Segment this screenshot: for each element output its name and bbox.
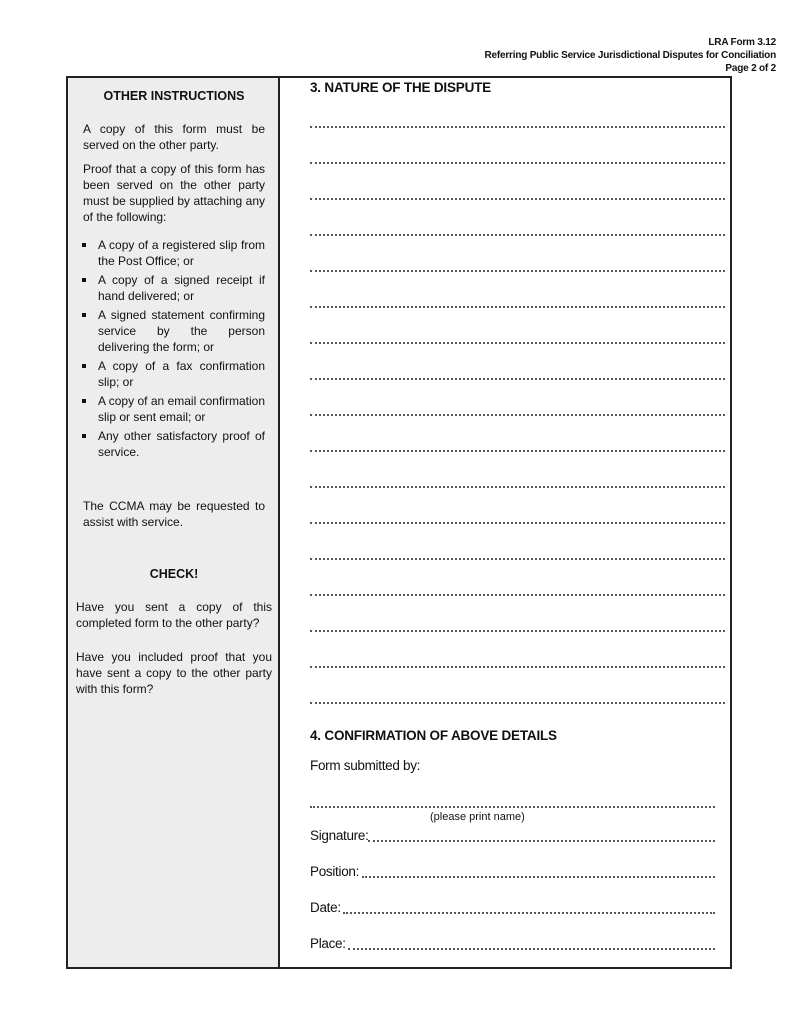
- submitted-by-field[interactable]: [310, 798, 715, 808]
- dispute-line[interactable]: [310, 514, 725, 524]
- check-question-2: Have you included proof that you have sent a copy to the other party with this form?: [76, 650, 272, 696]
- dispute-line[interactable]: [310, 406, 725, 416]
- dispute-line[interactable]: [310, 154, 725, 164]
- form-number: LRA Form 3.12: [708, 37, 776, 48]
- position-field[interactable]: [362, 868, 715, 878]
- bullet-icon: [82, 399, 86, 403]
- dispute-line[interactable]: [310, 550, 725, 560]
- page-number: Page 2 of 2: [725, 63, 776, 74]
- signature-label: Signature:: [310, 828, 369, 843]
- bullet-icon: [82, 313, 86, 317]
- list-item: Any other satisfactory proof of service.: [80, 428, 265, 460]
- place-field[interactable]: [348, 940, 715, 950]
- dispute-line[interactable]: [310, 334, 725, 344]
- bullet-icon: [82, 243, 86, 247]
- dispute-line[interactable]: [310, 658, 725, 668]
- instructions-para-3: The CCMA may be requested to assist with service.: [83, 499, 265, 529]
- dispute-line[interactable]: [310, 262, 725, 272]
- instructions-para-2: Proof that a copy of this form has been served on the other party must be supplied by attaching any of the following:: [83, 162, 265, 224]
- position-label: Position:: [310, 864, 360, 879]
- list-item: A copy of a signed receipt if hand delivered; or: [80, 272, 265, 304]
- instructions-panel: [68, 78, 280, 967]
- dispute-line[interactable]: [310, 478, 725, 488]
- form-frame: [66, 76, 732, 969]
- check-question-1: Have you sent a copy of this completed form to the other party?: [76, 600, 272, 630]
- instructions-heading: OTHER INSTRUCTIONS: [103, 89, 245, 103]
- place-label: Place:: [310, 936, 346, 951]
- form-title: Referring Public Service Jurisdictional Disputes for Conciliation: [484, 50, 776, 61]
- dispute-line[interactable]: [310, 118, 725, 128]
- list-item: A copy of a registered slip from the Post Office; or: [80, 237, 265, 269]
- dispute-line[interactable]: [310, 694, 725, 704]
- dispute-line[interactable]: [310, 298, 725, 308]
- list-item: A copy of an email confirmation slip or sent email; or: [80, 393, 265, 425]
- section-4-title: 4. CONFIRMATION OF ABOVE DETAILS: [310, 728, 557, 743]
- print-name-note: (please print name): [430, 811, 525, 823]
- instructions-para-1: A copy of this form must be served on the other party.: [83, 122, 265, 152]
- dispute-line[interactable]: [310, 586, 725, 596]
- dispute-line[interactable]: [310, 370, 725, 380]
- dispute-line[interactable]: [310, 226, 725, 236]
- dispute-line[interactable]: [310, 622, 725, 632]
- dispute-line[interactable]: [310, 190, 725, 200]
- check-heading: CHECK!: [149, 567, 199, 581]
- list-item: A copy of a fax confirmation slip; or: [80, 358, 265, 390]
- bullet-icon: [82, 278, 86, 282]
- date-field[interactable]: [343, 904, 715, 914]
- bullet-icon: [82, 434, 86, 438]
- bullet-icon: [82, 364, 86, 368]
- submitted-by-label: Form submitted by:: [310, 758, 421, 773]
- dispute-line[interactable]: [310, 442, 725, 452]
- proof-of-service-list: [80, 237, 265, 460]
- section-3-title: 3. NATURE OF THE DISPUTE: [310, 80, 491, 95]
- form-body: [280, 78, 730, 967]
- list-item: A signed statement confirming service by the person delivering the form; or: [80, 307, 265, 355]
- date-label: Date:: [310, 900, 341, 915]
- signature-field[interactable]: [368, 832, 715, 842]
- form-header: [484, 36, 776, 75]
